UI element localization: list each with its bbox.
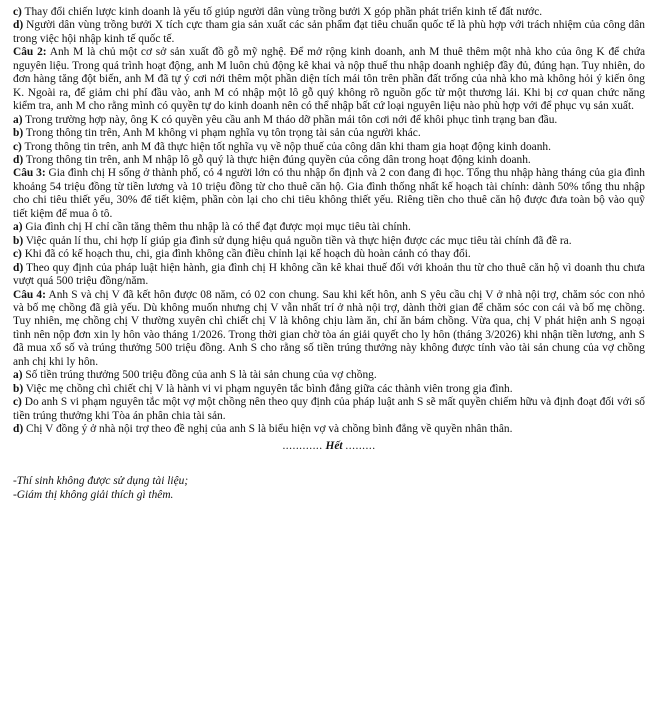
q2-option-d: d) Trong thông tin trên, anh M nhập lô gỗ quý là thực hiện đúng quyền của công dân trong hoạt động kinh doanh.	[13, 153, 531, 166]
q2-option-a: a) Trong trường hợp này, ông K có quyền yêu cầu anh M tháo dỡ phần mái tôn cơi nới để khôi phục tình trạng ban đầu.	[13, 113, 558, 126]
q3-option-a: a) Gia đình chị H chỉ cần tăng thêm thu nhập là có thể đạt được mọi mục tiêu tài chính.	[13, 221, 411, 234]
q2-option-b: b) Trong thông tin trên, Anh M không vi phạm nghĩa vụ tôn trọng tài sản của người khác.	[13, 127, 421, 140]
footer-notes	[13, 475, 645, 503]
q4-option-c: c) Do anh S vi phạm nguyên tắc một vợ một chồng nên theo quy định của pháp luật anh S sẽ mất quyền chiếm hữu và định đoạt đối với số tiền trúng thưởng khi Tòa án phân chia tài sản.	[13, 396, 645, 422]
option-c: c) Thay đổi chiến lược kinh doanh là yếu tố giúp người dân vùng trồng bưởi X góp phần phát triển kinh tế đất nước.	[13, 6, 543, 18]
q4-option-b: b) Việc mẹ chồng chì chiết chị V là hành vi vi phạm nguyên tắc bình đẳng giữa các thành viên trong gia đình.	[13, 382, 513, 395]
note-no-materials: -Thí sinh không được sử dụng tài liệu;	[13, 474, 189, 487]
q3-option-d: d) Theo quy định của pháp luật hiện hành, gia đình chị H không cần kê khai thuế đối với khoản thu từ cho thuê căn hộ vì doanh thu chưa vượt quá 500 triệu đồng/năm.	[13, 261, 645, 288]
end-marker: ............ Hết .........	[282, 439, 376, 452]
q4-option-a: a) Số tiền trúng thưởng 500 triệu đồng của anh S là tài sản chung của vợ chồng.	[13, 369, 377, 382]
question-2: Câu 2: Anh M là chủ một cơ sở sản xuất đồ gỗ mỹ nghệ. Để mở rộng kinh doanh, anh M thuê thêm một nhà kho của ông K để chứa nguyên liệu. Trong quá trình hoạt động, anh M luôn chủ động kê khai và nộp thuế thu nhập doanh nghiệp đầy đủ, đúng hạn. Tuy nhiên, do đơn hàng tăng đột biến, anh M đã tự ý cơi nới thêm một phần diện tích mái tôn trên phần đất trống của nhà kho mà không hỏi ý kiến ông K. Ngoài ra, để giảm chi phí đầu vào, anh M có nhập một lô gỗ quý không rõ nguồn gốc từ một thương lái. Khi bị cơ quan chức năng kiểm tra, anh M cho rằng mình có quyền tự do kinh doanh nên có thể nhập bất cứ loại nguyên liệu nào phù hợp với để phục vụ sản xuất.	[13, 46, 645, 113]
question-3: Câu 3: Gia đình chị H sống ở thành phố, có 4 người lớn có thu nhập ổn định và 2 con đang đi học. Tổng thu nhập hàng tháng của gia đình khoảng 54 triệu đồng từ tiền lương và 10 triệu đồng từ cho thuê căn hộ. Gia đình thống nhất kế hoạch tài chính: dành 50% tổng thu nhập cho chi tiêu thiết yếu, 30% để tiết kiệm, phần còn lại cho chi tiêu không thiết yếu. Riêng tiền cho thuê căn hộ được đưa toàn bộ vào quỹ tiết kiệm để mua ô tô.	[13, 167, 646, 220]
q2-option-c: c) Trong thông tin trên, anh M đã thực hiện tốt nghĩa vụ về nộp thuế của công dân khi tham gia hoạt động kinh doanh.	[13, 140, 551, 153]
question-4: Câu 4: Anh S và chị V đã kết hôn được 08 năm, có 02 con chung. Sau khi kết hôn, anh S yêu cầu chị V ở nhà nội trợ, chăm sóc con nhỏ và bố mẹ chồng đã già yếu. Dù không muốn nhưng chị V vẫn nhất trí ở nhà nội trợ, dành thời gian để chăm sóc con cái và bố mẹ chồng. Tuy nhiên, mẹ chồng chị V thường xuyên chì chiết chị V là không chịu làm ăn, chỉ ăn bám chồng. Vừa qua, chị V phát hiện anh S ngoại tình nên nộp đơn xin ly hôn vào tháng 1/2026. Trong thời gian chờ tòa án giải quyết cho ly hôn (tháng 3/2026) khi nhận tiền lương, anh S đã mua xổ số và trúng thưởng 500 triệu đồng. Anh S cho rằng số tiền trúng thưởng này không được tính vào tài sản chung của vợ chồng anh chị khi ly hôn.	[13, 288, 646, 368]
q3-option-b: b) Việc quản lí thu, chi hợp lí giúp gia đình sử dụng hiệu quả nguồn tiền và thực hiện được các mục tiêu tài chính đã đề ra.	[13, 234, 572, 247]
q4-option-d: d) Chị V đồng ý ở nhà nội trợ theo đề nghị của anh S là biểu hiện vợ và chồng bình đẳng về quyền nhân thân.	[13, 423, 513, 436]
q3-option-c: c) Khi đã có kế hoạch thu, chi, gia đình không cần điều chỉnh lại kế hoạch dù hoàn cảnh có thay đổi.	[13, 248, 471, 261]
option-d: d) Người dân vùng trồng bưởi X tích cực tham gia sản xuất các sản phẩm đạt tiêu chuẩn quốc tế là phù hợp với trách nhiệm của công dân trong việc hội nhập kinh tế quốc tế.	[13, 19, 645, 45]
note-no-explanation: -Giám thị không giải thích gì thêm.	[13, 489, 174, 502]
